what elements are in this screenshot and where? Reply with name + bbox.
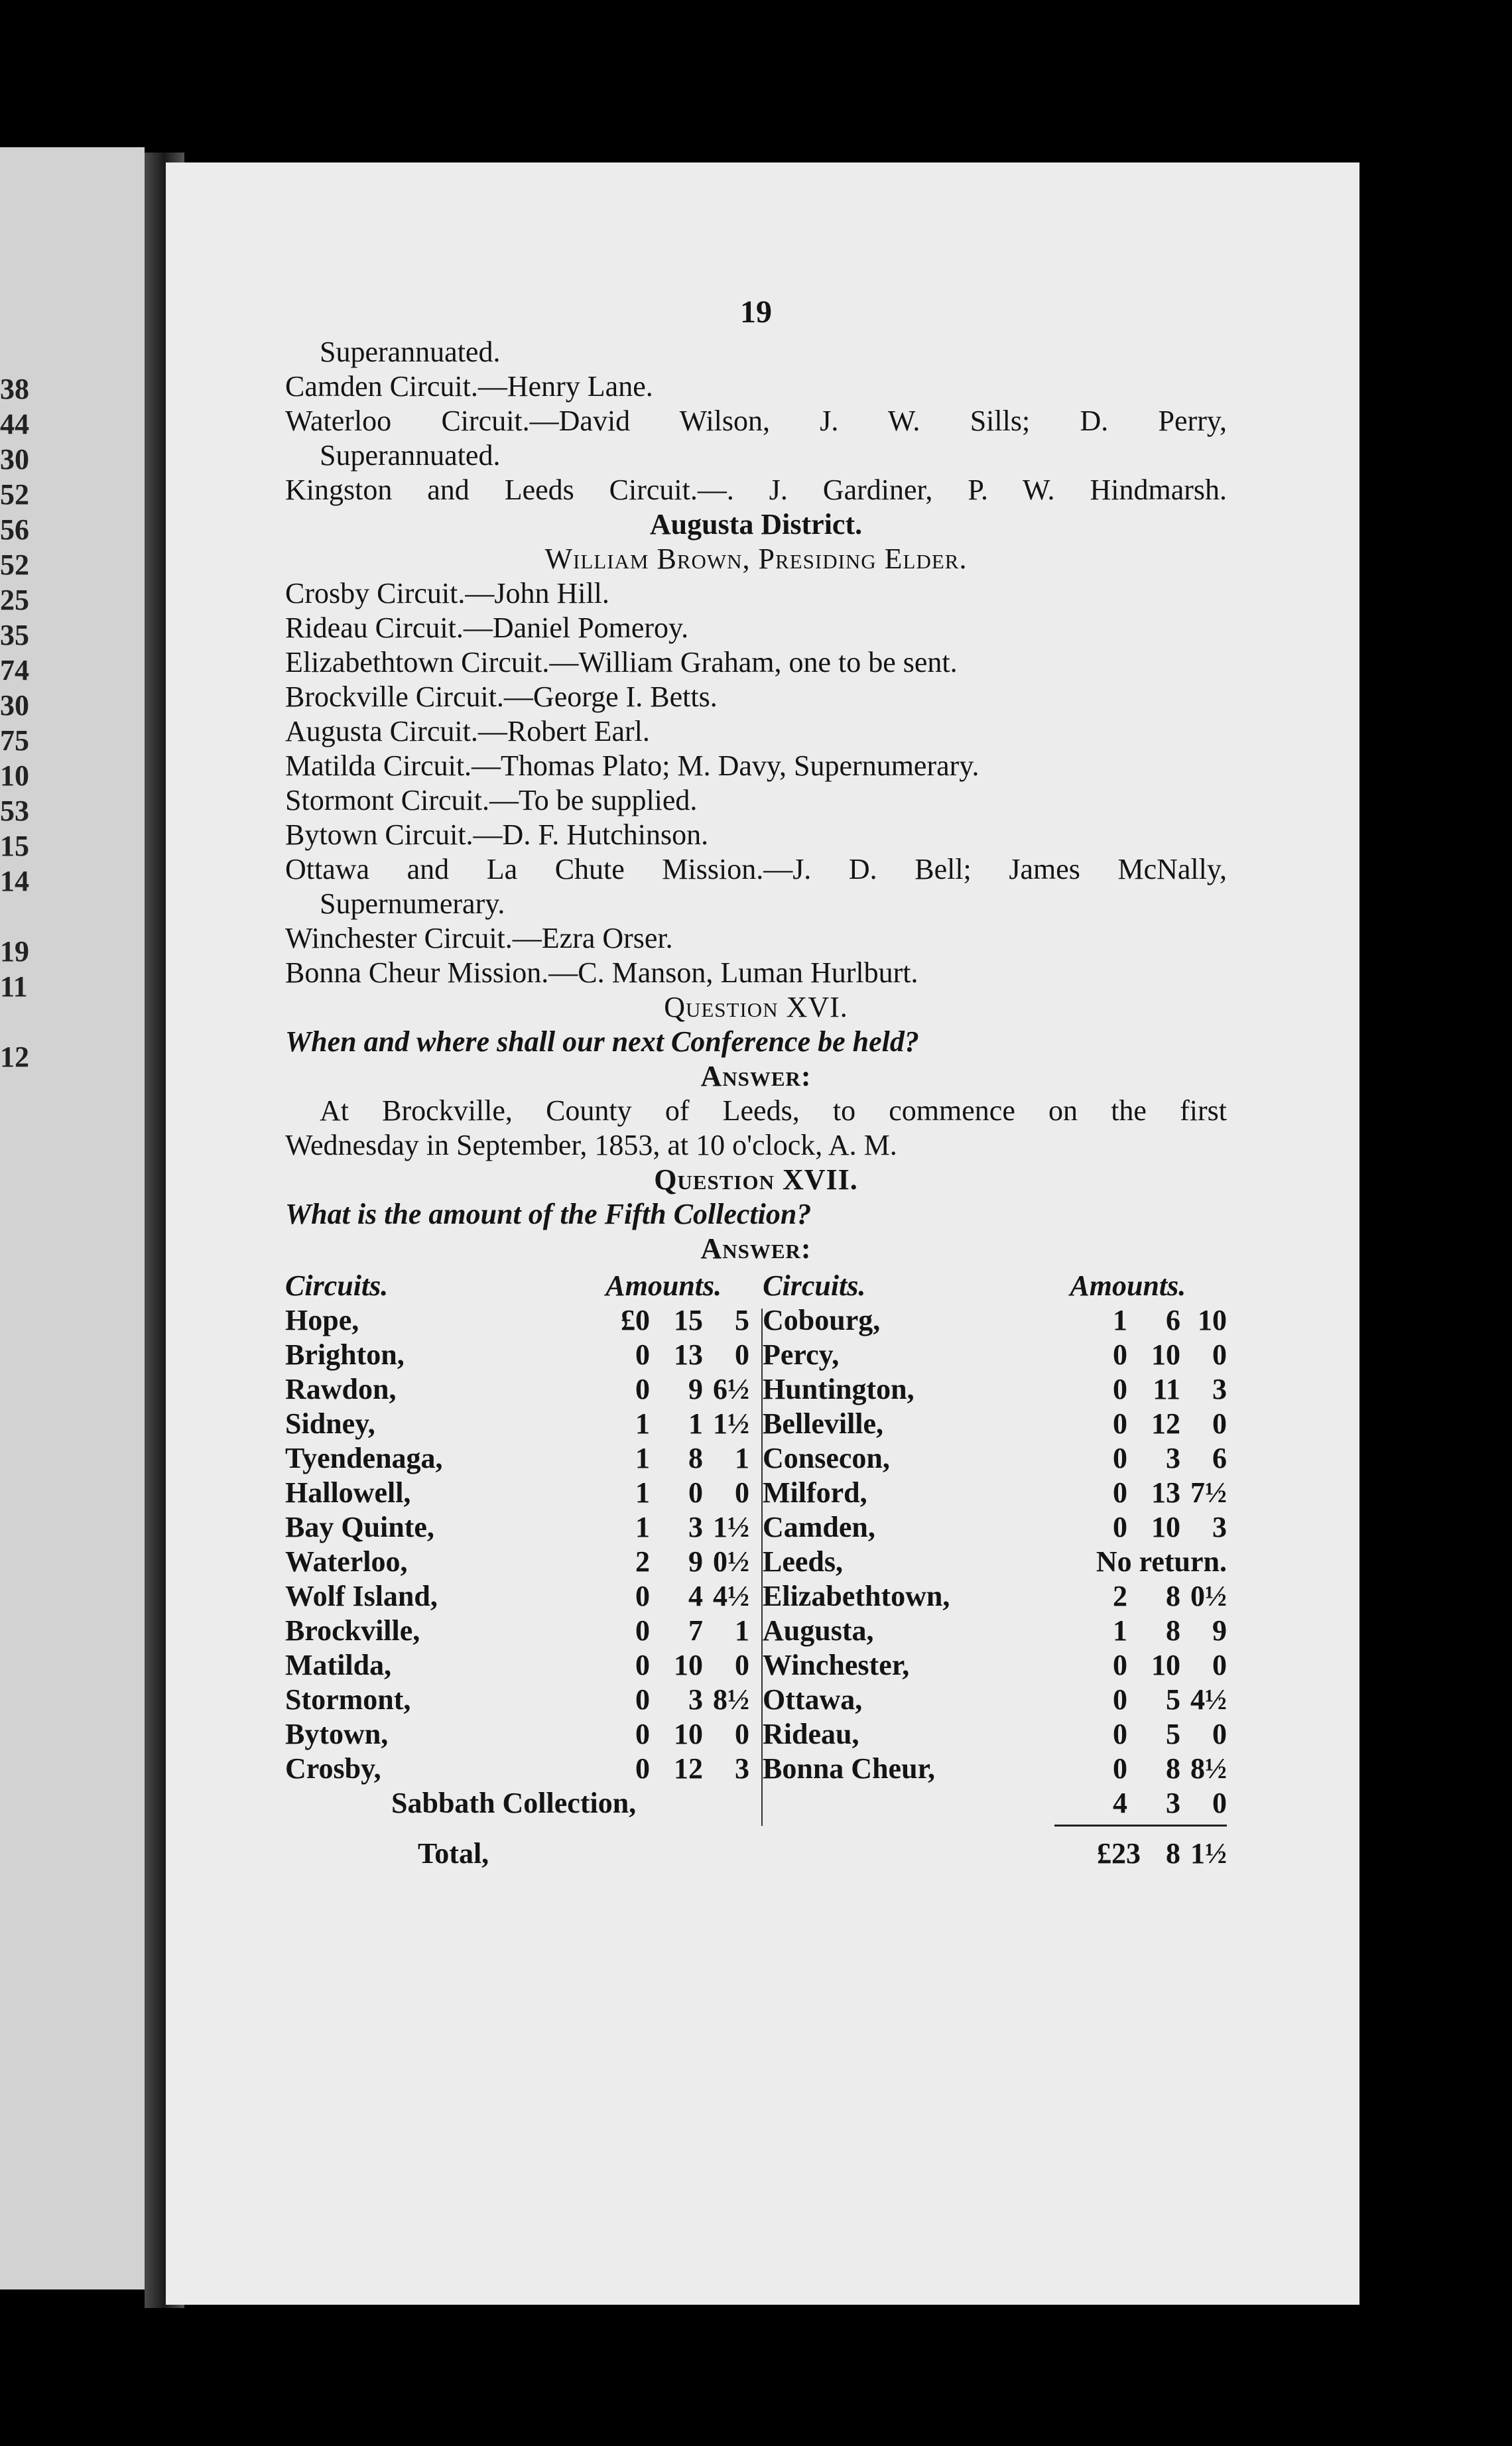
shillings-right: 6 [1166,1304,1180,1336]
table-row [285,1614,1227,1648]
text-line: Superannuated. [320,439,501,472]
total-pounds: £23 [1097,1837,1141,1870]
answer-17-label: Answer: [700,1232,812,1265]
question-17-heading: Question XVII. [654,1163,858,1196]
margin-figure [0,899,40,934]
pence-right: 0 [1212,1407,1227,1440]
answer-16-line-1: At Brockville, County of Leeds, to commence on the first [320,1094,1227,1127]
question-16-text: When and where shall our next Conference be held? [285,1025,919,1058]
pounds-right: 0 [1113,1752,1127,1785]
circuit-name-right: Winchester, [763,1649,910,1681]
circuit-name-left: Brighton, [285,1338,405,1371]
pence-right: 0 [1212,1338,1227,1371]
shillings-left: 12 [674,1752,703,1785]
margin-figure: 44 [0,408,29,440]
margin-figure: 10 [0,759,29,792]
circuit-line: Elizabethtown Circuit.—William Graham, one to be sent. [285,646,958,678]
circuit-name-left: Matilda, [285,1649,392,1681]
text-line: Kingston and Leeds Circuit.—. J. Gardiner, P. W. Hindmarsh. [285,474,1227,506]
pounds-right: 2 [1113,1580,1127,1612]
district-heading: Augusta District. [649,508,863,541]
text-line: Camden Circuit.—Henry Lane. [285,370,653,403]
pounds-left: 0 [635,1718,650,1750]
shillings-right: 13 [1151,1476,1180,1509]
margin-figure: 30 [0,689,29,722]
circuit-name-right: Camden, [763,1511,875,1543]
shillings-right: 5 [1166,1718,1180,1750]
pence-right: 0 [1212,1649,1227,1681]
pounds-left: 0 [635,1649,650,1681]
circuit-name-right: Leeds, [763,1545,843,1578]
pence-right: 6 [1212,1442,1227,1474]
circuit-name-left: Brockville, [285,1614,420,1647]
pence-left: 1 [735,1614,749,1647]
margin-figure: 12 [0,1041,29,1073]
margin-figure: 15 [0,830,29,862]
page-content [285,295,1227,1876]
sabbath-shillings: 3 [1166,1787,1180,1819]
total-shillings: 8 [1166,1837,1180,1870]
pounds-left: 0 [635,1614,650,1647]
circuit-line: Rideau Circuit.—Daniel Pomeroy. [285,612,689,644]
pounds-left: 1 [635,1476,650,1509]
circuit-line: Ottawa and La Chute Mission.—J. D. Bell; James McNally, [285,853,1227,885]
margin-figure: 52 [0,478,29,511]
circuit-name-left: Bytown, [285,1718,389,1750]
pounds-right: 0 [1113,1442,1127,1474]
total-row [285,1836,1227,1876]
pence-right: 9 [1212,1614,1227,1647]
table-row [285,1372,1227,1407]
pence-left: 0 [735,1338,749,1371]
pounds-left: 0 [635,1752,650,1785]
margin-figure: 30 [0,443,29,476]
shillings-right: 10 [1151,1511,1180,1543]
circuit-line: Stormont Circuit.—To be supplied. [285,784,698,816]
table-row [285,1441,1227,1476]
table-row [285,1338,1227,1372]
header-circuits-right: Circuits. [763,1269,866,1302]
circuit-name-left: Waterloo, [285,1545,408,1578]
shillings-right: 11 [1153,1373,1180,1405]
circuit-line: Bonna Cheur Mission.—C. Manson, Luman Hurlburt. [285,956,918,989]
margin-figure: 53 [0,795,29,827]
pounds-left: £0 [621,1304,650,1336]
margin-figure: 25 [0,584,29,616]
collection-table [285,1269,1227,1876]
circuit-name-left: Rawdon, [285,1373,397,1405]
pounds-left: 0 [635,1580,650,1612]
total-pence: 1½ [1190,1837,1227,1870]
shillings-left: 10 [674,1649,703,1681]
shillings-right: 12 [1151,1407,1180,1440]
pence-left: 1½ [713,1407,749,1440]
pounds-left: 1 [635,1442,650,1474]
pence-left: 0 [735,1649,749,1681]
shillings-left: 3 [688,1683,703,1716]
pence-left: 3 [735,1752,749,1785]
no-return-note: No return. [1096,1545,1227,1578]
book-page [166,162,1359,2305]
circuit-name-right: Rideau, [763,1718,859,1750]
pence-left: 1½ [713,1511,749,1543]
circuit-name-left: Hallowell, [285,1476,411,1509]
circuit-line: Supernumerary. [320,887,505,920]
pounds-right: 0 [1113,1338,1127,1371]
table-header [285,1269,1227,1303]
circuit-name-right: Augusta, [763,1614,874,1647]
table-row [285,1579,1227,1614]
left-page-margin-figures [0,371,40,1074]
pounds-left: 2 [635,1545,650,1578]
circuit-name-left: Bay Quinte, [285,1511,434,1543]
shillings-left: 8 [688,1442,703,1474]
shillings-right: 8 [1166,1614,1180,1647]
pounds-right: 0 [1113,1683,1127,1716]
pounds-left: 0 [635,1338,650,1371]
pence-right: 0½ [1190,1580,1227,1612]
margin-figure: 11 [0,970,28,1003]
pence-left: 0½ [713,1545,749,1578]
table-row [285,1510,1227,1545]
pounds-left: 1 [635,1407,650,1440]
shillings-left: 15 [674,1304,703,1336]
sabbath-collection-row [285,1786,1227,1821]
circuit-name-right: Elizabethtown, [763,1580,950,1612]
pence-left: 0 [735,1476,749,1509]
shillings-right: 8 [1166,1752,1180,1785]
pence-left: 6½ [713,1373,749,1405]
answer-16-line-2: Wednesday in September, 1853, at 10 o'clock, A. M. [285,1129,897,1161]
circuit-name-left: Tyendenaga, [285,1442,443,1474]
shillings-left: 9 [688,1373,703,1405]
circuit-name-right: Percy, [763,1338,840,1371]
shillings-left: 4 [688,1580,703,1612]
total-rule [1054,1825,1227,1827]
header-circuits-left: Circuits. [285,1269,389,1302]
circuit-line: Augusta Circuit.—Robert Earl. [285,715,650,747]
circuit-line: Matilda Circuit.—Thomas Plato; M. Davy, Supernumerary. [285,749,979,782]
sabbath-pounds: 4 [1113,1787,1127,1819]
margin-figure: 35 [0,619,29,651]
pounds-left: 0 [635,1373,650,1405]
text-line: Superannuated. [320,336,501,368]
circuit-name-left: Stormont, [285,1683,411,1716]
pounds-right: 0 [1113,1476,1127,1509]
shillings-right: 5 [1166,1683,1180,1716]
circuit-line: Crosby Circuit.—John Hill. [285,577,609,610]
pence-right: 3 [1212,1373,1227,1405]
pence-right: 10 [1198,1304,1227,1336]
circuit-name-right: Ottawa, [763,1683,863,1716]
circuit-name-left: Crosby, [285,1752,381,1785]
circuit-line: Bytown Circuit.—D. F. Hutchinson. [285,818,709,851]
margin-figure: 14 [0,865,29,897]
question-17-text: What is the amount of the Fifth Collection? [285,1198,812,1230]
table-body [285,1303,1227,1786]
pounds-left: 1 [635,1511,650,1543]
sabbath-pence: 0 [1212,1787,1227,1819]
circuit-name-right: Belleville, [763,1407,884,1440]
pounds-right: 0 [1113,1511,1127,1543]
circuit-name-left: Sidney, [285,1407,375,1440]
header-amounts-left: Amounts. [605,1269,722,1302]
pence-right: 7½ [1190,1476,1227,1509]
table-row [285,1407,1227,1441]
circuit-name-right: Milford, [763,1476,867,1509]
circuit-line: Winchester Circuit.—Ezra Orser. [285,922,673,954]
page-number: 19 [740,294,772,330]
circuit-line: Brockville Circuit.—George I. Betts. [285,680,718,713]
pounds-right: 0 [1113,1718,1127,1750]
shillings-left: 10 [674,1718,703,1750]
pence-left: 1 [735,1442,749,1474]
shillings-right: 10 [1151,1649,1180,1681]
table-row [285,1303,1227,1338]
margin-figure [0,1004,40,1039]
pence-right: 0 [1212,1718,1227,1750]
shillings-left: 3 [688,1511,703,1543]
circuit-name-left: Wolf Island, [285,1580,438,1612]
text-line: Waterloo Circuit.—David Wilson, J. W. Sills; D. Perry, [285,405,1227,437]
pence-right: 3 [1212,1511,1227,1543]
circuit-name-right: Huntington, [763,1373,914,1405]
pence-left: 0 [735,1718,749,1750]
shillings-right: 10 [1151,1338,1180,1371]
pence-right: 4½ [1190,1683,1227,1716]
shillings-right: 8 [1166,1580,1180,1612]
table-row [285,1648,1227,1683]
pounds-right: 1 [1113,1304,1127,1336]
shillings-left: 13 [674,1338,703,1371]
shillings-left: 1 [688,1407,703,1440]
circuit-name-right: Cobourg, [763,1304,881,1336]
pence-left: 5 [735,1304,749,1336]
table-row [285,1717,1227,1752]
sabbath-label: Sabbath Collection, [391,1787,637,1819]
margin-figure: 19 [0,935,29,968]
total-label: Total, [418,1837,489,1870]
pounds-right: 0 [1113,1407,1127,1440]
circuit-appointments [285,576,1227,990]
table-row [285,1545,1227,1579]
pounds-right: 0 [1113,1649,1127,1681]
pence-left: 4½ [713,1580,749,1612]
header-amounts-right: Amounts. [1070,1269,1186,1302]
presiding-elder-heading: William Brown, Presiding Elder. [544,543,968,575]
pounds-right: 0 [1113,1373,1127,1405]
margin-figure: 38 [0,373,29,405]
margin-figure: 75 [0,724,29,757]
circuit-name-right: Consecon, [763,1442,890,1474]
pounds-left: 0 [635,1683,650,1716]
circuit-name-left: Hope, [285,1304,359,1336]
answer-16-label: Answer: [700,1060,812,1092]
margin-figure: 52 [0,548,29,581]
shillings-left: 7 [688,1614,703,1647]
table-row [285,1752,1227,1786]
table-row [285,1683,1227,1717]
shillings-left: 0 [688,1476,703,1509]
margin-figure: 56 [0,513,29,546]
question-16-heading: Question XVI. [664,991,848,1023]
margin-figure: 74 [0,654,29,686]
pence-right: 8½ [1190,1752,1227,1785]
pounds-right: 1 [1113,1614,1127,1647]
shillings-right: 3 [1166,1442,1180,1474]
column-divider [761,1309,763,1826]
circuit-name-right: Bonna Cheur, [763,1752,936,1785]
shillings-left: 9 [688,1545,703,1578]
table-row [285,1476,1227,1510]
pence-left: 8½ [713,1683,749,1716]
